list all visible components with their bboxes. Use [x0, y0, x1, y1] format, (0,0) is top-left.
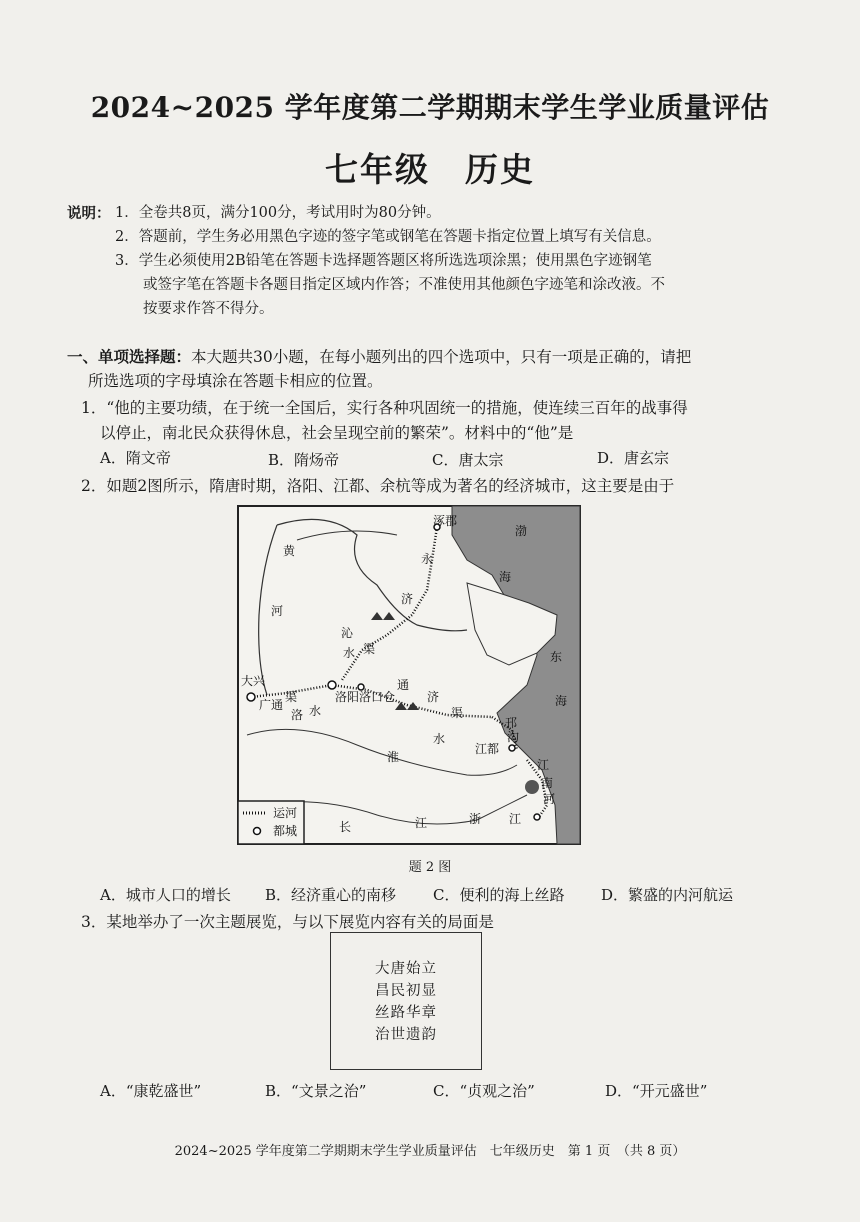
q2-figure-caption: 题 2 图 [408, 860, 452, 875]
label-han: 邗 [505, 716, 518, 730]
exhibit-line-3: 丝路华章 [375, 1005, 437, 1021]
label-qu2: 渠 [285, 690, 298, 704]
q1-option-c[interactable]: C．唐太宗 [432, 451, 504, 469]
q2-stem: 2．如题2图所示，隋唐时期，洛阳、江都、余杭等成为著名的经济城市，这主要是由于 [81, 477, 675, 495]
exhibit-line-4: 治世遗韵 [375, 1027, 437, 1043]
label-shui2: 水 [309, 704, 322, 718]
exam-subtitle: 七年级 历史 [325, 150, 535, 189]
label-zhuojun: 涿郡 [433, 514, 458, 528]
label-ji1: 济 [401, 592, 414, 606]
luoyang-marker [328, 681, 336, 689]
q1-option-b[interactable]: B．隋炀帝 [268, 451, 340, 469]
q3-stem: 3．某地举办了一次主题展览，与以下展览内容有关的局面是 [81, 913, 494, 931]
label-bo-hai: 海 [499, 570, 512, 584]
daxing-marker [247, 693, 255, 701]
label-luoyang: 洛阳 [335, 690, 360, 704]
exam-title: 2024~2025 学年度第二学期期末学生学业质量评估 [90, 91, 770, 124]
label-huang: 黄 [283, 544, 296, 558]
label-jiang3: 江 [509, 812, 522, 826]
q3-option-a[interactable]: A．“康乾盛世” [100, 1082, 202, 1100]
label-shui3: 水 [433, 732, 446, 746]
label-qu1: 渠 [363, 642, 376, 656]
label-tong: 通 [397, 678, 410, 692]
label-luo: 洛 [291, 708, 304, 722]
legend-canal-label: 运河 [273, 806, 298, 820]
label-dong-hai: 海 [555, 694, 568, 708]
label-he: 河 [271, 604, 284, 618]
q1-option-d[interactable]: D．唐玄宗 [597, 449, 670, 467]
label-jiangdu: 江都 [475, 742, 500, 756]
label-jiang2: 江 [415, 816, 428, 830]
q2-option-c[interactable]: C．便利的海上丝路 [433, 886, 565, 904]
label-gou: 沟 [507, 730, 520, 744]
instruction-1: 1．全卷共8页，满分100分，考试用时为80分钟。 [115, 205, 441, 221]
label-huai: 淮 [387, 750, 400, 764]
q1-stem-line2: 以停止，南北民众获得休息，社会呈现空前的繁荣”。材料中的“他”是 [100, 424, 574, 442]
instruction-3: 3．学生必须使用2B铅笔在答题卡选择题答题区将所选选项涂黑；使用黑色字迹钢笔 [115, 253, 652, 269]
instruction-3-cont1: 或签字笔在答题卡各题目指定区域内作答；不准使用其他颜色字迹笔和涂改液。不 [143, 277, 665, 293]
q1-option-a[interactable]: A．隋文帝 [100, 449, 171, 467]
label-qin: 沁 [341, 626, 354, 640]
label-qu3: 渠 [451, 706, 464, 720]
legend-capital-label: 都城 [273, 824, 298, 838]
label-bo: 渤 [515, 524, 528, 538]
label-shui1: 水 [343, 646, 356, 660]
section-intro-1: 本大题共30小题，在每小题列出的四个选项中，只有一项是正确的，请把 [191, 348, 692, 366]
label-guangtong: 广通 [259, 698, 284, 712]
grand-canal-map [237, 505, 581, 845]
label-yong: 永 [421, 552, 434, 566]
label-luokoucang: 洛口仓 [359, 690, 396, 704]
section-heading [67, 346, 691, 368]
page-footer: 2024~2025 学年度第二学期期末学生学业质量评估 七年级历史 第 1 页 （共 8 页） [174, 1144, 686, 1159]
q2-option-b[interactable]: B．经济重心的南移 [265, 886, 397, 904]
instruction-2: 2．答题前，学生务必用黑色字迹的签字笔或钢笔在答题卡指定位置上填写有关信息。 [115, 229, 661, 245]
label-zhe: 浙 [469, 812, 482, 826]
label-daxing: 大兴 [241, 674, 266, 688]
label-chang: 长 [339, 820, 352, 834]
label-dong: 东 [550, 650, 563, 664]
label-ji2: 济 [427, 690, 440, 704]
q2-option-d[interactable]: D．繁盛的内河航运 [601, 886, 734, 904]
q3-option-d[interactable]: D．“开元盛世” [605, 1082, 708, 1100]
label-he2: 河 [543, 792, 556, 806]
q3-exhibit-box [330, 932, 482, 1070]
label-jiang1: 江 [537, 758, 550, 772]
instruction-3-cont2: 按要求作答不得分。 [143, 301, 274, 317]
exhibit-line-2: 昌民初显 [375, 983, 437, 999]
exhibit-line-1: 大唐始立 [375, 961, 437, 977]
q1-stem-line1: 1．“他的主要功绩，在于统一全国后，实行各种巩固统一的措施，使连续三百年的战事得 [81, 399, 688, 417]
section-title: 一、单项选择题： [67, 347, 192, 366]
q3-option-c[interactable]: C．“贞观之治” [433, 1082, 535, 1100]
q2-option-a[interactable]: A．城市人口的增长 [100, 886, 231, 904]
instructions-label: 说明： [67, 205, 111, 222]
label-nan: 南 [541, 776, 554, 790]
q3-option-b[interactable]: B．“文景之治” [265, 1082, 367, 1100]
section-intro-2: 所选选项的字母填涂在答题卡相应的位置。 [88, 372, 383, 390]
